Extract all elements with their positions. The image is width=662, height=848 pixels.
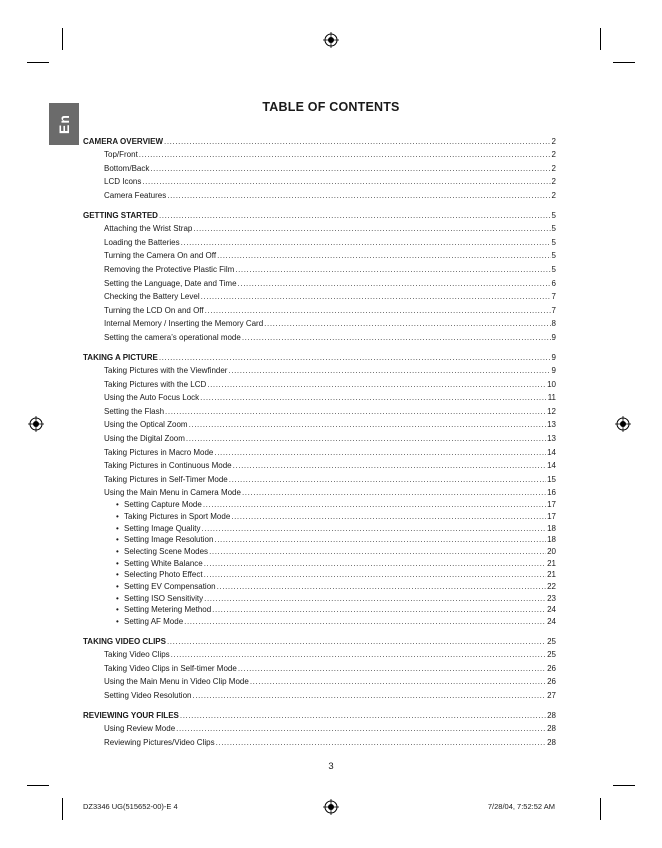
footer-timestamp: 7/28/04, 7:52:52 AM <box>487 802 555 811</box>
toc-entry-label: • Setting Image Resolution <box>116 535 213 544</box>
toc-page-number: 21 <box>547 570 556 580</box>
toc-page-number: 28 <box>547 737 556 747</box>
dot-leader <box>233 461 546 470</box>
toc-entry-label: Using the Optical Zoom <box>104 420 188 430</box>
toc-page-number: 24 <box>547 617 556 626</box>
toc-entry <box>83 362 556 376</box>
toc-entry-label: Removing the Protective Plastic Film <box>104 264 235 274</box>
toc-entry-label: Taking Pictures in Macro Mode <box>104 447 214 457</box>
toc-page-number: 2 <box>551 163 556 173</box>
toc-page-number: 17 <box>547 500 556 510</box>
toc-entry-label: Setting the Flash <box>104 406 165 416</box>
toc-entry <box>83 233 556 247</box>
page-title: TABLE OF CONTENTS <box>262 100 400 114</box>
toc-page-number: 7 <box>551 292 556 302</box>
toc-entry <box>83 328 556 342</box>
toc-entry-label: Internal Memory / Inserting the Memory Card <box>104 319 264 329</box>
toc-page-number: 5 <box>551 251 556 261</box>
toc-page-number: 21 <box>547 558 556 568</box>
toc-bullet-entry <box>83 603 556 615</box>
toc-page-number: 13 <box>547 420 556 430</box>
toc-bullet-entry <box>83 568 556 580</box>
crop-mark <box>62 798 63 820</box>
toc-page-number: 5 <box>551 237 556 247</box>
toc-page-number: 26 <box>547 677 556 687</box>
toc-entry-label: REVIEWING YOUR FILES <box>83 710 179 720</box>
dot-leader <box>205 306 551 315</box>
dot-leader <box>228 366 550 375</box>
toc-page-number: 28 <box>547 710 556 720</box>
toc-page-number: 14 <box>547 447 556 457</box>
page-number: 3 <box>328 761 334 772</box>
toc-entry-label: Using the Main Menu in Camera Mode <box>104 488 241 498</box>
dot-leader <box>238 664 546 673</box>
toc-entry <box>83 686 556 700</box>
toc-entry-label: • Setting Capture Mode <box>116 500 202 509</box>
dot-leader <box>250 677 546 686</box>
toc-bullet-entry <box>83 556 556 568</box>
toc-page-number: 9 <box>551 332 556 342</box>
toc-entry-label: • Setting EV Compensation <box>116 582 216 591</box>
toc-page-number: 6 <box>551 278 556 288</box>
toc-entry-label: • Selecting Photo Effect <box>116 570 203 579</box>
dot-leader <box>242 488 546 497</box>
toc-page-number: 24 <box>547 605 556 615</box>
toc-entry-label: Turning the LCD On and Off <box>104 305 204 315</box>
toc-entry <box>83 673 556 687</box>
toc-page-number: 9 <box>551 352 556 362</box>
footer-file-info: DZ3346 UG(515652-00)-E 4 <box>83 802 178 811</box>
toc-bullet-entry <box>83 521 556 533</box>
toc-entry-label: Setting the camera’s operational mode <box>104 332 241 342</box>
dot-leader <box>217 251 550 260</box>
dot-leader <box>167 191 550 200</box>
toc-bullet-entry <box>83 544 556 556</box>
toc-entry <box>83 159 556 173</box>
toc-page-number: 12 <box>547 406 556 416</box>
dot-leader <box>180 711 546 720</box>
toc-bullet-entry <box>83 509 556 521</box>
toc-entry <box>83 646 556 660</box>
toc-entry-label: • Setting Image Quality <box>116 524 200 533</box>
dot-leader <box>176 724 546 733</box>
toc-entry-label: Taking Pictures in Self-Timer Mode <box>104 474 228 484</box>
toc-page-number: 2 <box>551 190 556 200</box>
toc-entry-label: • Taking Pictures in Sport Mode <box>116 512 230 521</box>
toc-bullet-entry <box>83 591 556 603</box>
toc-entry <box>83 720 556 734</box>
dot-leader <box>238 279 551 288</box>
table-of-contents <box>83 132 556 747</box>
registration-mark-icon <box>323 799 339 815</box>
toc-entry <box>83 315 556 329</box>
toc-entry-label: Taking Video Clips in Self-timer Mode <box>104 663 237 673</box>
dot-leader <box>209 547 546 556</box>
toc-entry <box>83 457 556 471</box>
toc-page-number: 8 <box>551 319 556 329</box>
dot-leader <box>201 292 551 301</box>
dot-leader <box>242 333 551 342</box>
toc-page-number: 2 <box>551 150 556 160</box>
toc-page-number: 28 <box>547 724 556 734</box>
toc-entry-label: Checking the Battery Level <box>104 292 200 302</box>
dot-leader <box>214 535 546 544</box>
toc-page-number: 5 <box>551 224 556 234</box>
dot-leader <box>165 407 546 416</box>
dot-leader <box>201 524 546 533</box>
toc-entry-label: Taking Video Clips <box>104 650 170 660</box>
toc-entry <box>83 186 556 200</box>
toc-entry-label: CAMERA OVERVIEW <box>83 136 164 146</box>
toc-entry-label: Setting Video Resolution <box>104 690 192 700</box>
toc-section-heading <box>83 706 556 720</box>
toc-bullet-entry <box>83 533 556 545</box>
dot-leader <box>167 637 546 646</box>
toc-page-number: 22 <box>547 581 556 591</box>
toc-entry-label: Setting the Language, Date and Time <box>104 278 237 288</box>
dot-leader <box>150 164 550 173</box>
toc-entry <box>83 375 556 389</box>
dot-leader <box>159 211 551 220</box>
toc-entry-label: Turning the Camera On and Off <box>104 251 217 261</box>
toc-page-number: 15 <box>547 474 556 484</box>
toc-entry <box>83 470 556 484</box>
dot-leader <box>217 582 546 591</box>
toc-page-number: 9 <box>551 366 556 376</box>
crop-mark <box>27 785 49 786</box>
dot-leader <box>142 177 550 186</box>
toc-page-number: 16 <box>547 488 556 498</box>
toc-entry-label: Bottom/Back <box>104 163 150 173</box>
toc-entry-label: • Setting AF Mode <box>116 617 183 626</box>
toc-section-heading <box>83 132 556 146</box>
toc-entry-label: Loading the Batteries <box>104 237 180 247</box>
dot-leader <box>139 150 551 159</box>
toc-page-number: 18 <box>547 535 556 545</box>
toc-entry-label: Using Review Mode <box>104 724 176 734</box>
registration-mark-icon <box>615 416 631 432</box>
dot-leader <box>186 434 546 443</box>
toc-page-number: 26 <box>547 663 556 673</box>
toc-entry-label: Taking Pictures in Continuous Mode <box>104 461 232 471</box>
language-tab-label: En <box>55 114 72 134</box>
toc-entry <box>83 443 556 457</box>
crop-mark <box>613 785 635 786</box>
toc-bullet-entry <box>83 614 556 626</box>
dot-leader <box>171 650 546 659</box>
dot-leader <box>164 137 551 146</box>
dot-leader <box>193 224 550 233</box>
toc-entry <box>83 484 556 498</box>
toc-section-heading <box>83 632 556 646</box>
toc-entry-label: LCD Icons <box>104 177 142 187</box>
toc-bullet-entry <box>83 497 556 509</box>
toc-entry <box>83 389 556 403</box>
dot-leader <box>235 265 550 274</box>
toc-page-number: 2 <box>551 177 556 187</box>
toc-entry <box>83 301 556 315</box>
toc-page-number: 2 <box>551 136 556 146</box>
toc-page-number: 13 <box>547 434 556 444</box>
dot-leader <box>189 420 547 429</box>
toc-entry <box>83 416 556 430</box>
dot-leader <box>214 448 546 457</box>
crop-mark <box>600 798 601 820</box>
dot-leader <box>207 380 546 389</box>
crop-mark <box>27 62 49 63</box>
toc-entry-label: TAKING VIDEO CLIPS <box>83 636 166 646</box>
toc-entry-label: Top/Front <box>104 150 138 160</box>
toc-section-heading <box>83 348 556 362</box>
toc-entry-label: GETTING STARTED <box>83 210 158 220</box>
toc-entry <box>83 659 556 673</box>
dot-leader <box>203 500 546 509</box>
toc-entry <box>83 260 556 274</box>
toc-entry-label: Camera Features <box>104 190 167 200</box>
toc-entry-label: • Setting ISO Sensitivity <box>116 594 203 603</box>
toc-entry-label: Using the Digital Zoom <box>104 434 185 444</box>
dot-leader <box>181 238 551 247</box>
toc-entry <box>83 173 556 187</box>
toc-page-number: 20 <box>547 546 556 556</box>
toc-entry <box>83 429 556 443</box>
dot-leader <box>231 512 546 521</box>
toc-page-number: 5 <box>551 210 556 220</box>
toc-entry-label: Attaching the Wrist Strap <box>104 224 193 234</box>
toc-entry-label: Reviewing Pictures/Video Clips <box>104 737 215 747</box>
toc-page-number: 18 <box>547 523 556 533</box>
toc-entry-label: Taking Pictures with the LCD <box>104 379 207 389</box>
toc-entry <box>83 146 556 160</box>
toc-entry-label: Using the Main Menu in Video Clip Mode <box>104 677 249 687</box>
toc-entry <box>83 247 556 261</box>
dot-leader <box>200 393 547 402</box>
toc-entry-label: Taking Pictures with the Viewfinder <box>104 366 228 376</box>
toc-page-number: 25 <box>547 636 556 646</box>
toc-section-heading <box>83 206 556 220</box>
toc-page-number: 10 <box>547 379 556 389</box>
toc-page-number: 5 <box>551 264 556 274</box>
toc-page-number: 7 <box>551 305 556 315</box>
toc-page-number: 25 <box>547 650 556 660</box>
dot-leader <box>192 691 546 700</box>
crop-mark <box>613 62 635 63</box>
registration-mark-icon <box>323 32 339 48</box>
dot-leader <box>264 319 550 328</box>
toc-page-number: 14 <box>547 461 556 471</box>
toc-entry-label: • Setting White Balance <box>116 559 203 568</box>
toc-entry-label: TAKING A PICTURE <box>83 352 158 362</box>
dot-leader <box>204 570 547 579</box>
dot-leader <box>204 594 546 603</box>
toc-entry <box>83 220 556 234</box>
toc-page-number: 17 <box>547 511 556 521</box>
toc-entry <box>83 274 556 288</box>
toc-page-number: 27 <box>547 690 556 700</box>
dot-leader <box>229 475 546 484</box>
toc-entry <box>83 288 556 302</box>
registration-mark-icon <box>28 416 44 432</box>
toc-entry <box>83 733 556 747</box>
dot-leader <box>184 617 546 626</box>
crop-mark <box>600 28 601 50</box>
toc-entry <box>83 402 556 416</box>
dot-leader <box>204 559 546 568</box>
toc-entry-label: Using the Auto Focus Lock <box>104 393 200 403</box>
toc-entry-label: • Setting Metering Method <box>116 605 211 614</box>
toc-page-number: 11 <box>547 393 556 403</box>
crop-mark <box>62 28 63 50</box>
dot-leader <box>216 738 547 747</box>
toc-entry-label: • Selecting Scene Modes <box>116 547 208 556</box>
dot-leader <box>212 605 546 614</box>
dot-leader <box>159 353 551 362</box>
toc-bullet-entry <box>83 579 556 591</box>
toc-page-number: 23 <box>547 593 556 603</box>
